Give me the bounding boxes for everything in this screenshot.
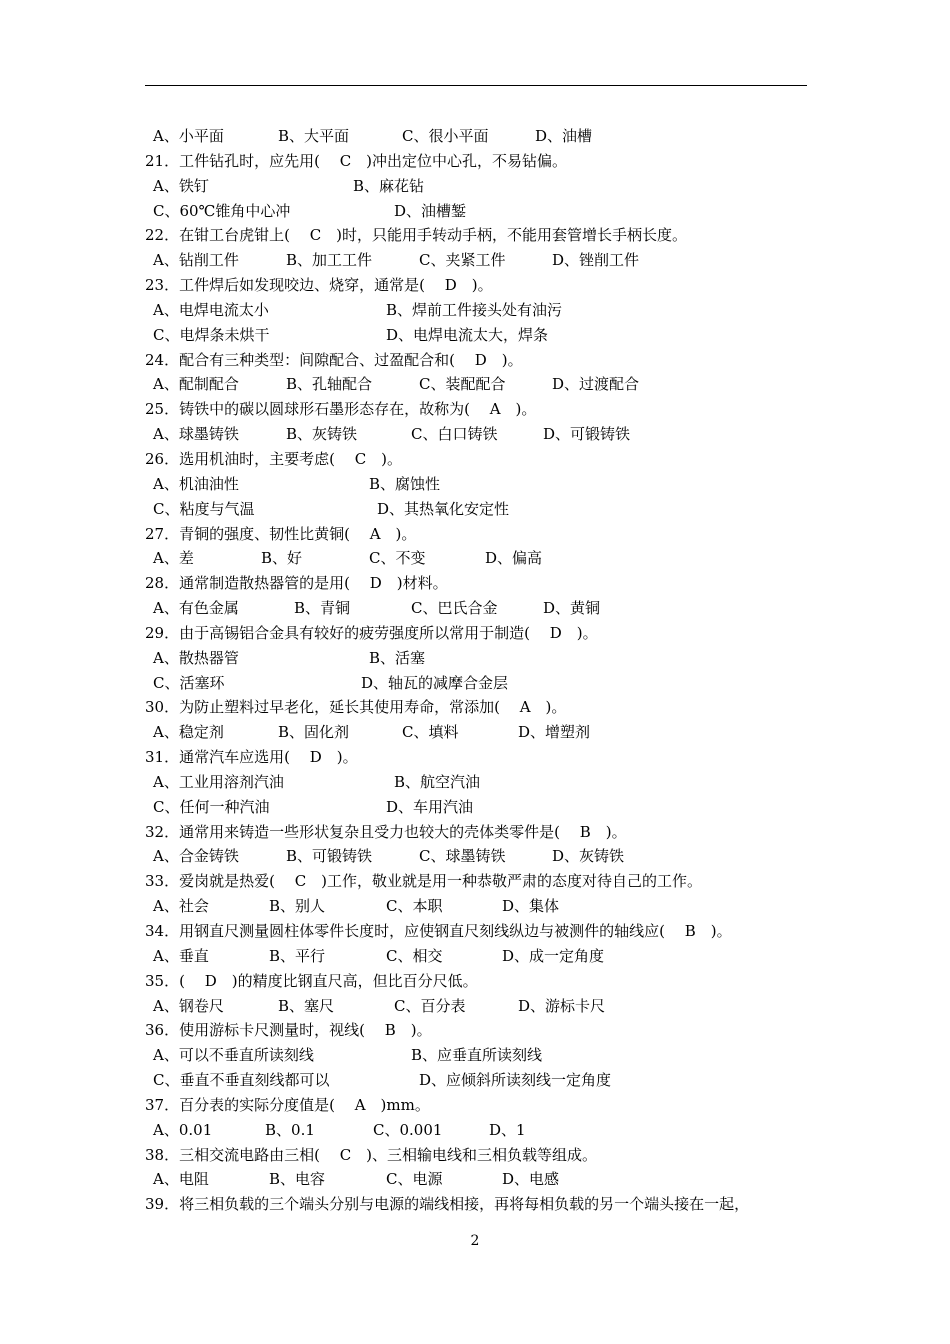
answer-option: A、钻削工件 [153, 251, 239, 270]
question-text: 26．选用机油时，主要考虑( C )。 [145, 449, 403, 468]
answer-option: D、黄铜 [543, 599, 601, 618]
question-line [145, 869, 807, 894]
answer-option: D、灰铸铁 [552, 847, 625, 866]
answer-option: B、固化剂 [278, 723, 350, 742]
question-text: 29．由于高锡铝合金具有较好的疲劳强度所以常用于制造( D )。 [145, 623, 598, 642]
question-line [145, 969, 807, 994]
question-line [145, 1093, 807, 1118]
answer-option: A、钢卷尺 [153, 996, 224, 1015]
answer-option: A、合金铸铁 [153, 847, 239, 866]
question-text: 35．( D )的精度比钢直尺高，但比百分尺低。 [145, 971, 478, 990]
answer-option: C、60℃锥角中心冲 [153, 201, 291, 220]
question-list [145, 124, 807, 1217]
question-line [145, 820, 807, 845]
answer-option: A、稳定剂 [153, 723, 224, 742]
answer-option: A、电阻 [153, 1170, 209, 1189]
answer-option: B、0.1 [265, 1120, 315, 1139]
answer-option: B、航空汽油 [394, 772, 481, 791]
question-text: 37．百分表的实际分度值是( A )mm。 [145, 1095, 430, 1114]
answer-option: D、锉削工件 [552, 251, 640, 270]
answer-option: A、电焊电流太小 [153, 300, 269, 319]
answer-option: C、垂直不垂直刻线都可以 [153, 1071, 330, 1090]
page-number: 2 [470, 1233, 480, 1249]
options-line [145, 497, 807, 522]
answer-option: C、0.001 [373, 1120, 443, 1139]
options-line [145, 174, 807, 199]
answer-option: A、0.01 [153, 1120, 213, 1139]
options-line [145, 372, 807, 397]
options-line [145, 298, 807, 323]
answer-option: D、偏高 [485, 549, 543, 568]
answer-option: D、电焊电流太大，焊条 [386, 325, 549, 344]
question-text: 39．将三相负载的三个端头分别与电源的端线相接，再将每相负载的另一个端头接在一起， [145, 1195, 750, 1214]
answer-option: D、可锻铸铁 [543, 425, 631, 444]
question-text: 32．通常用来铸造一些形状复杂且受力也较大的壳体类零件是( B )。 [145, 822, 627, 841]
answer-option: C、填料 [402, 723, 459, 742]
question-line [145, 273, 807, 298]
answer-option: C、百分表 [394, 996, 466, 1015]
question-text: 21．工件钻孔时，应先用( C )冲出定位中心孔，不易钻偏。 [145, 151, 568, 170]
answer-option: A、铁钉 [153, 176, 209, 195]
answer-option: A、散热器管 [153, 648, 239, 667]
answer-option: B、别人 [269, 897, 326, 916]
answer-option: A、配制配合 [153, 375, 239, 394]
answer-option: D、增塑剂 [518, 723, 591, 742]
answer-option: D、应倾斜所读刻线一定角度 [419, 1071, 612, 1090]
options-line [145, 596, 807, 621]
question-text: 24．配合有三种类型：间隙配合、过盈配合和( D )。 [145, 350, 523, 369]
answer-option: C、活塞环 [153, 673, 225, 692]
answer-option: A、垂直 [153, 946, 209, 965]
answer-option: A、小平面 [153, 127, 224, 145]
header-rule [145, 85, 807, 86]
answer-option: A、可以不垂直所读刻线 [153, 1046, 314, 1065]
answer-option: D、1 [489, 1120, 526, 1139]
options-line [145, 994, 807, 1019]
options-line [145, 124, 807, 149]
question-text: 27．青铜的强度、韧性比黄铜( A )。 [145, 524, 417, 543]
options-line [145, 671, 807, 696]
answer-option: D、过渡配合 [552, 375, 640, 394]
answer-option: A、机油油性 [153, 474, 239, 493]
answer-option: A、差 [153, 549, 194, 568]
options-line [145, 1043, 807, 1068]
question-line [145, 348, 807, 373]
question-text: 23．工件焊后如发现咬边、烧穿，通常是( D )。 [145, 276, 493, 295]
question-line [145, 1018, 807, 1043]
answer-option: B、平行 [269, 946, 326, 965]
answer-option: D、其热氧化安定性 [377, 499, 510, 518]
question-line [145, 919, 807, 944]
answer-option: C、不变 [369, 549, 426, 568]
answer-option: D、游标卡尺 [518, 996, 606, 1015]
answer-option: A、社会 [153, 897, 209, 916]
question-text: 31．通常汽车应选用( D )。 [145, 748, 358, 767]
question-text: 22．在钳工台虎钳上( C )时，只能用手转动手柄，不能用套管增长手柄长度。 [145, 226, 688, 245]
options-line [145, 1118, 807, 1143]
answer-option: D、集体 [502, 897, 560, 916]
options-line [145, 1068, 807, 1093]
question-line [145, 695, 807, 720]
question-line [145, 571, 807, 596]
options-line [145, 720, 807, 745]
answer-option: B、加工工件 [286, 251, 373, 270]
question-text: 25．铸铁中的碳以圆球形石墨形态存在，故称为( A )。 [145, 400, 537, 419]
question-line [145, 745, 807, 770]
answer-option: A、球墨铸铁 [153, 425, 239, 444]
answer-option: C、白口铸铁 [411, 425, 498, 444]
answer-option: B、青铜 [294, 599, 351, 618]
answer-option: B、可锻铸铁 [286, 847, 373, 866]
options-line [145, 323, 807, 348]
answer-option: B、灰铸铁 [286, 425, 358, 444]
answer-option: C、球墨铸铁 [419, 847, 506, 866]
question-text: 36．使用游标卡尺测量时，视线( B )。 [145, 1021, 432, 1040]
answer-option: C、电焊条未烘干 [153, 325, 270, 344]
question-line [145, 397, 807, 422]
answer-option: D、车用汽油 [386, 797, 474, 816]
question-text: 38．三相交流电路由三相( C )、三相输电线和三相负载等组成。 [145, 1145, 598, 1164]
options-line [145, 472, 807, 497]
answer-option: B、腐蚀性 [369, 474, 441, 493]
answer-option: B、麻花钻 [353, 176, 425, 195]
question-line [145, 447, 807, 472]
options-line [145, 844, 807, 869]
answer-option: D、成一定角度 [502, 946, 605, 965]
answer-option: C、粘度与气温 [153, 499, 255, 518]
answer-option: B、塞尺 [278, 996, 335, 1015]
question-line [145, 1192, 807, 1217]
question-line [145, 1143, 807, 1168]
answer-option: D、电感 [502, 1170, 560, 1189]
options-line [145, 1167, 807, 1192]
answer-option: A、有色金属 [153, 599, 239, 618]
answer-option: C、巴氏合金 [411, 599, 498, 618]
answer-option: C、很小平面 [402, 127, 489, 145]
answer-option: B、孔轴配合 [286, 375, 373, 394]
options-line [145, 199, 807, 224]
answer-option: A、工业用溶剂汽油 [153, 772, 284, 791]
answer-option: B、大平面 [278, 127, 350, 145]
question-text: 30．为防止塑料过早老化，延长其使用寿命，常添加( A )。 [145, 698, 567, 717]
question-line [145, 522, 807, 547]
answer-option: C、电源 [386, 1170, 443, 1189]
answer-option: B、好 [261, 549, 303, 568]
question-line [145, 149, 807, 174]
options-line [145, 795, 807, 820]
question-line [145, 223, 807, 248]
answer-option: D、油槽 [535, 127, 593, 145]
answer-option: C、任何一种汽油 [153, 797, 270, 816]
question-text: 34．用钢直尺测量圆柱体零件长度时，应使钢直尺刻线纵边与被测件的轴线应( B )。 [145, 922, 732, 940]
answer-option: B、活塞 [369, 648, 426, 667]
answer-option: D、轴瓦的减摩合金层 [361, 673, 509, 692]
options-line [145, 248, 807, 273]
answer-option: B、应垂直所读刻线 [411, 1046, 543, 1065]
answer-option: C、本职 [386, 897, 443, 916]
options-line [145, 944, 807, 969]
answer-option: C、夹紧工件 [419, 251, 506, 270]
options-line [145, 546, 807, 571]
options-line [145, 770, 807, 795]
answer-option: C、装配配合 [419, 375, 506, 394]
answer-option: C、相交 [386, 946, 443, 965]
options-line [145, 646, 807, 671]
answer-option: B、焊前工件接头处有油污 [386, 300, 563, 319]
question-text: 33．爱岗就是热爱( C )工作，敬业就是用一种恭敬严肃的态度对待自己的工作。 [145, 872, 703, 891]
question-line [145, 621, 807, 646]
answer-option: D、油槽錾 [394, 201, 467, 220]
question-text: 28．通常制造散热器管的是用( D )材料。 [145, 574, 448, 593]
options-line [145, 894, 807, 919]
answer-option: B、电容 [269, 1170, 326, 1189]
options-line [145, 422, 807, 447]
